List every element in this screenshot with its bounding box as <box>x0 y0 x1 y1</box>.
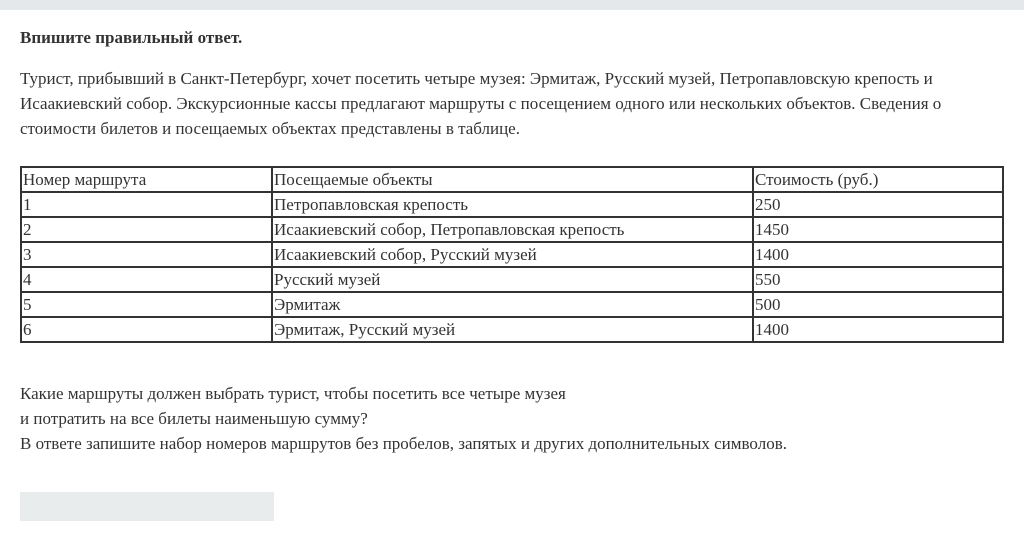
table-header-row <box>21 167 1003 192</box>
question-line: и потратить на все билеты наименьшую сумму? <box>20 409 368 428</box>
route-number: 6 <box>21 317 272 342</box>
question-line: Какие маршруты должен выбрать турист, чтобы посетить все четыре музея <box>20 384 566 403</box>
route-objects: Петропавловская крепость <box>272 192 753 217</box>
route-cost: 250 <box>753 192 1003 217</box>
route-number: 2 <box>21 217 272 242</box>
route-objects: Исаакиевский собор, Русский музей <box>272 242 753 267</box>
table-row <box>21 292 1003 317</box>
task-intro: Турист, прибывший в Санкт-Петербург, хочет посетить четыре музея: Эрмитаж, Русский музей, Петропавловскую крепость и Исаакиевский собор. Экскурсионные кассы предлагают маршруты с посещением одного или нескольких объектов. Сведения о стоимости билетов и посещаемых объектах представлены в таблице. <box>20 69 942 138</box>
routes-table <box>20 166 1004 343</box>
route-cost: 1450 <box>753 217 1003 242</box>
task-instruction: Впишите правильный ответ. <box>20 28 243 47</box>
route-objects: Русский музей <box>272 267 753 292</box>
route-number: 4 <box>21 267 272 292</box>
route-number: 5 <box>21 292 272 317</box>
header-cell: Стоимость (руб.) <box>753 167 1003 192</box>
route-objects: Эрмитаж, Русский музей <box>272 317 753 342</box>
top-bar <box>0 0 1024 10</box>
route-number: 3 <box>21 242 272 267</box>
table-row <box>21 217 1003 242</box>
route-objects: Эрмитаж <box>272 292 753 317</box>
table-row <box>21 192 1003 217</box>
table-row <box>21 317 1003 342</box>
question-line: В ответе запишите набор номеров маршрутов без пробелов, запятых и других дополнительных символов. <box>20 434 787 453</box>
header-cell: Номер маршрута <box>21 167 272 192</box>
route-cost: 1400 <box>753 242 1003 267</box>
route-cost: 500 <box>753 292 1003 317</box>
route-cost: 1400 <box>753 317 1003 342</box>
route-cost: 550 <box>753 267 1003 292</box>
question-text <box>20 381 787 456</box>
route-number: 1 <box>21 192 272 217</box>
table-row <box>21 242 1003 267</box>
table-row <box>21 267 1003 292</box>
route-objects: Исаакиевский собор, Петропавловская крепость <box>272 217 753 242</box>
answer-input[interactable] <box>20 492 274 521</box>
header-cell: Посещаемые объекты <box>272 167 753 192</box>
